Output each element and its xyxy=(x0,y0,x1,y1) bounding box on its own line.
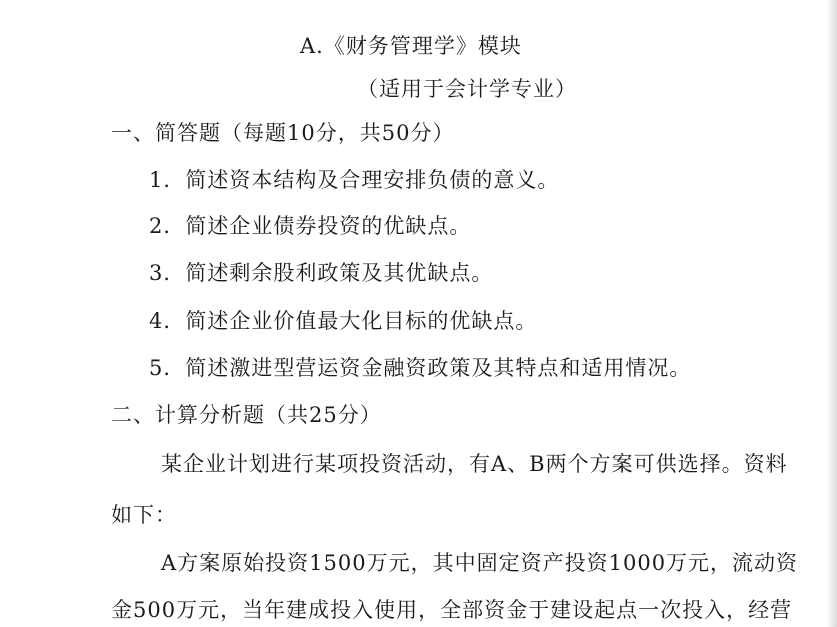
module-title: A.《财务管理学》模块 xyxy=(300,34,522,58)
question-item: 2．简述企业债券投资的优缺点。 xyxy=(149,214,472,238)
question-item: 1．简述资本结构及合理安排负债的意义。 xyxy=(149,168,560,192)
paragraph-line: 金500万元，当年建成投入使用，全部资金于建设起点一次投入，经营 xyxy=(111,598,793,622)
question-item: 5．简述激进型营运资金融资政策及其特点和适用情况。 xyxy=(149,356,692,380)
paragraph-line: 某企业计划进行某项投资活动，有A、B两个方案可供选择。资料 xyxy=(161,452,788,476)
question-item: 4．简述企业价值最大化目标的优缺点。 xyxy=(149,309,538,333)
paragraph-line: 如下： xyxy=(111,503,177,527)
page-edge-shadow xyxy=(827,0,837,627)
module-subtitle: （适用于会计学专业） xyxy=(357,77,577,101)
paragraph-line: A方案原始投资1500万元，其中固定资产投资1000万元，流动资 xyxy=(161,551,799,575)
section-heading-calculation: 二、计算分析题（共25分） xyxy=(111,403,382,427)
section-heading-short-answer: 一、简答题（每题10分，共50分） xyxy=(111,121,455,145)
question-item: 3．简述剩余股利政策及其优缺点。 xyxy=(149,261,494,285)
